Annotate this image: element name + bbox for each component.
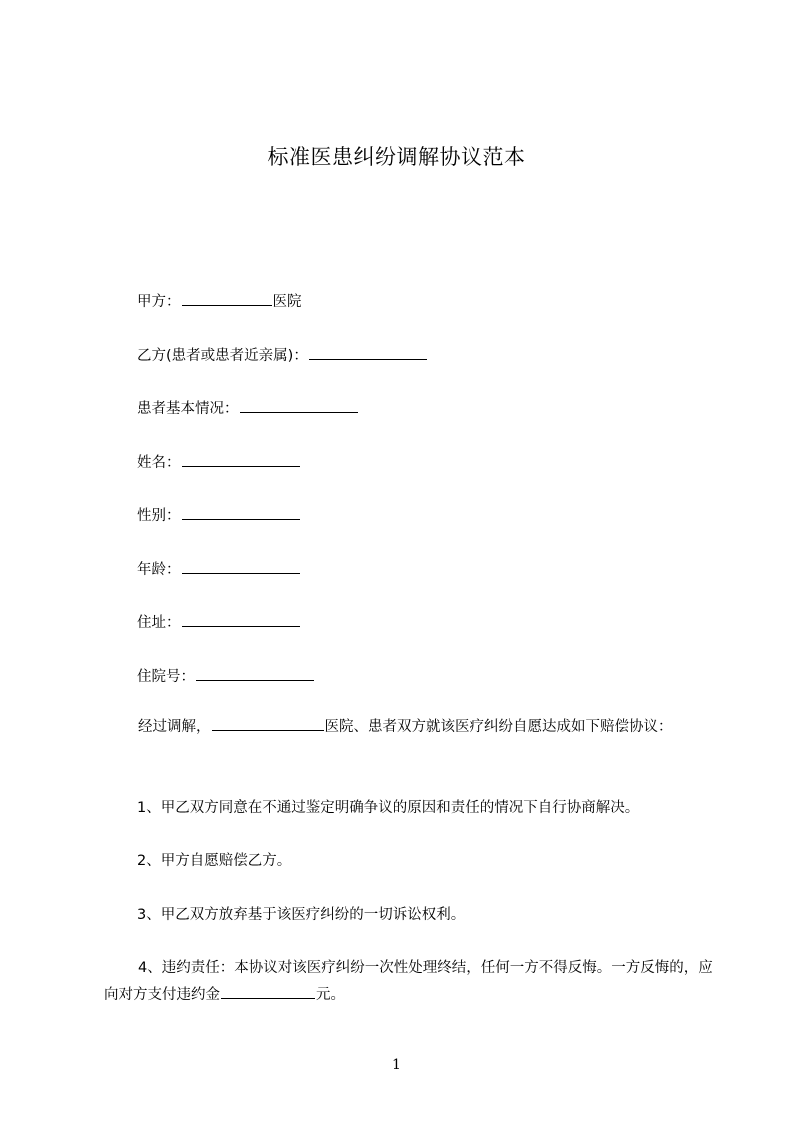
field-label: 姓名： bbox=[137, 455, 181, 471]
clause-4-before: 4、违约责任：本协议对该医疗纠纷一次性处理终结，任何一方不得反悔。一方反悔的，应向对方支付违约金 bbox=[104, 960, 713, 1003]
blank-line bbox=[221, 984, 315, 999]
field-label: 患者基本情况： bbox=[137, 401, 239, 417]
blank-line bbox=[196, 666, 314, 681]
field-admission-number bbox=[137, 666, 315, 687]
intro-after: 医院、患者双方就该医疗纠纷自愿达成如下赔偿协议： bbox=[324, 719, 673, 735]
clause-4-after: 元。 bbox=[316, 987, 345, 1003]
field-label: 乙方(患者或患者近亲属)： bbox=[137, 348, 308, 364]
field-label: 性别： bbox=[137, 508, 181, 524]
blank-line bbox=[182, 291, 272, 306]
field-gender bbox=[137, 505, 301, 526]
field-label: 年龄： bbox=[137, 562, 181, 578]
field-party-a bbox=[137, 291, 302, 312]
field-address bbox=[137, 612, 301, 633]
page-number: 1 bbox=[392, 1057, 401, 1073]
field-label: 甲方： bbox=[137, 294, 181, 310]
field-name bbox=[137, 452, 301, 473]
field-patient-info bbox=[137, 398, 359, 419]
blank-line bbox=[182, 559, 300, 574]
field-party-b bbox=[137, 345, 428, 366]
clause-3: 3、甲乙双方放弃基于该医疗纠纷的一切诉讼权利。 bbox=[137, 907, 466, 923]
field-label: 住址： bbox=[137, 615, 181, 631]
intro-before: 经过调解， bbox=[138, 719, 211, 735]
blank-line bbox=[240, 398, 358, 413]
field-suffix: 医院 bbox=[272, 294, 302, 310]
blank-line bbox=[182, 612, 300, 627]
blank-line bbox=[182, 452, 300, 467]
field-label: 住院号： bbox=[137, 669, 195, 685]
blank-line bbox=[212, 716, 324, 731]
intro-paragraph bbox=[104, 714, 714, 741]
clause-4 bbox=[104, 955, 714, 1009]
blank-line bbox=[309, 345, 427, 360]
clause-1: 1、甲乙双方同意在不通过鉴定明确争议的原因和责任的情况下自行协商解决。 bbox=[137, 800, 640, 816]
clause-2: 2、甲方自愿赔偿乙方。 bbox=[137, 853, 292, 869]
field-age bbox=[137, 559, 301, 580]
blank-line bbox=[182, 505, 300, 520]
document-title: 标准医患纠纷调解协议范本 bbox=[267, 145, 526, 169]
